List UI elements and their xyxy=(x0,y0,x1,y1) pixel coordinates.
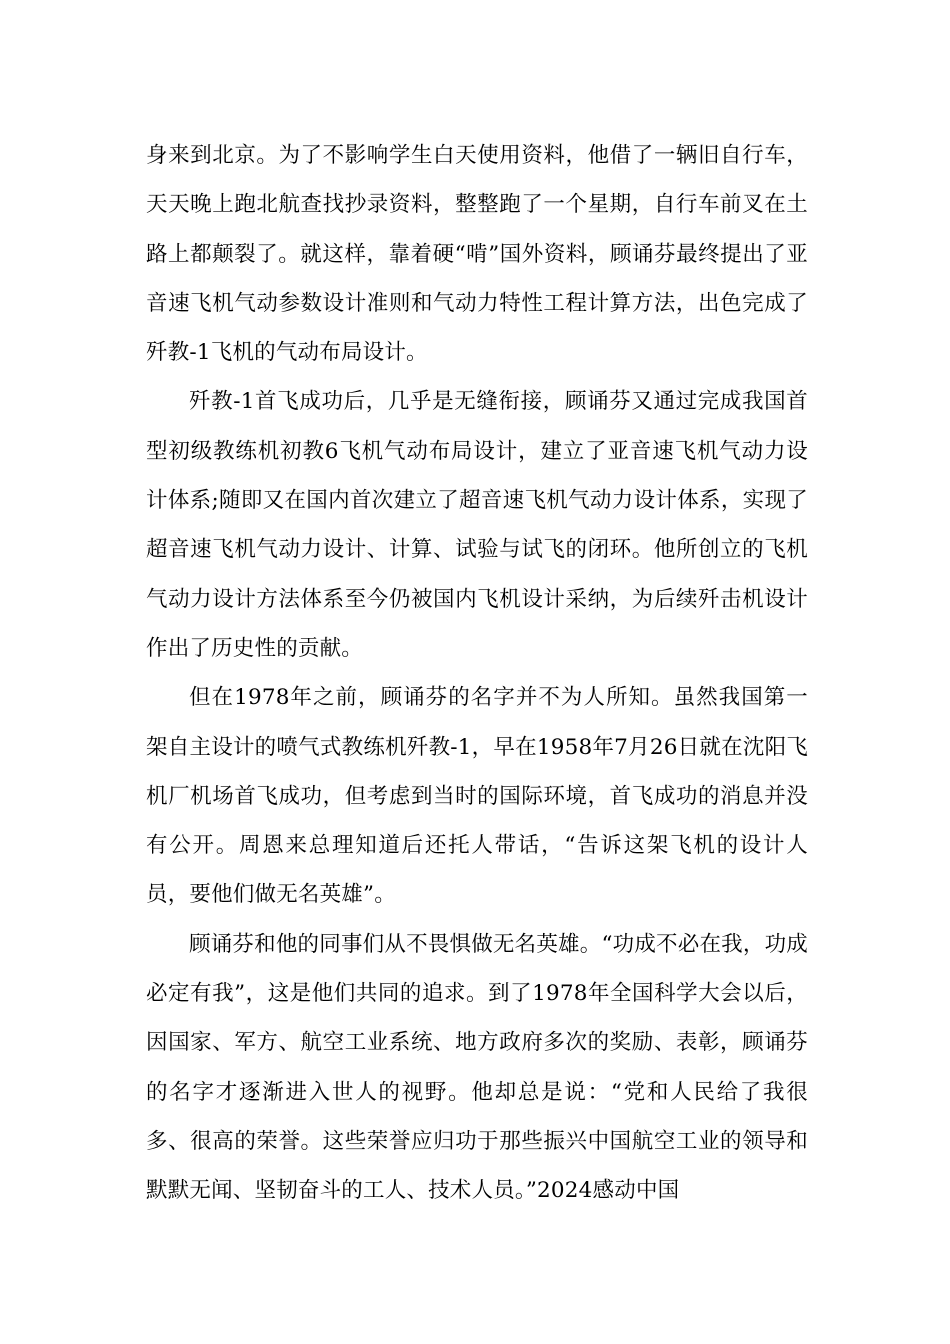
document-page xyxy=(146,131,808,1216)
paragraph-continuation: 身来到北京。为了不影响学生白天使用资料，他借了一辆旧自行车，天天晚上跑北航查找抄录资料，整整跑了一个星期，自行车前叉在土路上都颠裂了。就这样，靠着硬“啃”国外资料，顾诵芬最终提出了亚音速飞机气动参数设计准则和气动力特性工程计算方法，出色完成了歼教-1飞机的气动布局设计。 xyxy=(146,143,808,366)
paragraph-recognition: 顾诵芬和他的同事们从不畏惧做无名英雄。“功成不必在我，功成必定有我”，这是他们共同的追求。到了1978年全国科学大会以后，因国家、军方、航空工业系统、地方政府多次的奖励、表彰，顾诵芬的名字才逐渐进入世人的视野。他却总是说：“党和人民给了我很多、很高的荣誉。这些荣誉应归功于那些振兴中国航空工业的领导和默默无闻、坚韧奋斗的工人、技术人员。”2024感动中国 xyxy=(146,931,808,1204)
paragraph-design-system: 歼教-1首飞成功后，几乎是无缝衔接，顾诵芬又通过完成我国首型初级教练机初教6飞机气动布局设计，建立了亚音速飞机气动力设计体系;随即又在国内首次建立了超音速飞机气动力设计体系，实现了超音速飞机气动力设计、计算、试验与试飞的闭环。他所创立的飞机气动力设计方法体系至今仍被国内飞机设计采纳，为后续歼击机设计作出了历史性的贡献。 xyxy=(146,389,808,661)
paragraph-unknown-hero: 但在1978年之前，顾诵芬的名字并不为人所知。虽然我国第一架自主设计的喷气式教练机歼教-1，早在1958年7月26日就在沈阳飞机厂机场首飞成功，但考虑到当时的国际环境，首飞成功的消息并没有公开。周恩来总理知道后还托人带话，“告诉这架飞机的设计人员，要他们做无名英雄”。 xyxy=(146,685,808,908)
